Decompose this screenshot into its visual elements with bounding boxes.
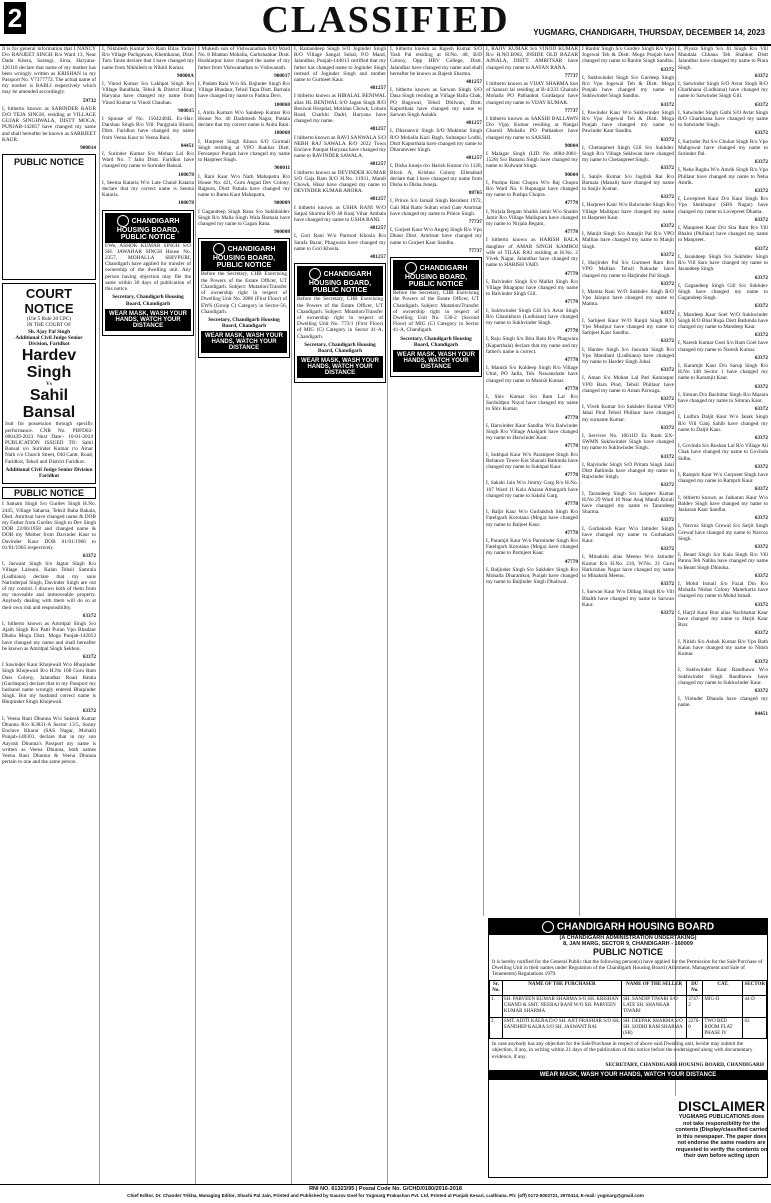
column-3 [195, 46, 292, 1184]
chb-sale-objection-text: In case anybody has any objection for the Sale/Purchase in respect of above said Dwelling unit, he/she may submit the objection, if any, in writing within 21 days of the publication of this notice before the undersigned along with documentary evidence, if any. [492, 1041, 753, 1060]
table-cell: SH. SANDIP TIWARI S/O LATE SH. SHANKAR TIWARI [622, 996, 687, 1018]
notice-code: 63372 [754, 463, 768, 470]
chb-sale-heading: CHANDIGARH HOUSING BOARD [489, 919, 767, 935]
chb-heading: CHANDIGARH HOUSING BOARD, PUBLIC NOTICE [105, 213, 191, 243]
notice: I, Sanjiv Kumar S/o Jagdish Rai R/o Barnala (Manali) have changed my name to Sanjiv Kumar. [582, 173, 674, 193]
notice: I, Raju Singh S/o Bira Ram R/o Phagwara (Kapurthala) declare that my name and my father's name is correct. [486, 336, 578, 355]
notice: I, Rajvinder Singh S/O Pritam Singh Jalal Distt Bathinda have changed my name to Rajwinder Singh. [582, 461, 674, 481]
notice-code: 77737 [468, 219, 482, 226]
notice: I, Simran D/o Bachittar Singh R/o Mazara have changed my name to Simran Kaur. [678, 391, 768, 404]
notice: I, Pawinder Kaur W/o Sukhwinder Singh R/o Vpo Jogewal Teh & Distt. Moga Punjab have changed my name to Pawinder Kaur Sandhu. [582, 109, 674, 135]
notice-code: 88765 [468, 190, 482, 197]
notice: I, Shiv Kumar S/o Ram Lal R/o Sarduldpur Nayal have changed my name to Shiv Kumar. [486, 393, 578, 413]
notice-code: 481257 [466, 79, 482, 86]
chb-signature: Secretary, Chandigarh Housing Board, Chandigarh [400, 335, 472, 348]
notice: I, Vinod Kumar S/o Lakhpat Singh R/o Village Bandhala, Tehsil & District Hisar, Haryana have changed my name from Vinod Kumar to Vinod Chauhan. [102, 81, 194, 106]
notice: I, hitherto known as Rajesh Kumar S/O Yash Pal residing at H.No. 48, B/D Colony, Opp HBV College, Distt. Jalandhar have changed my name and shall hereafter be known as Rajesh Sharma. [390, 46, 482, 77]
chb-text: I/We, ASHOK KUMAR SINGH S/O SH. JAWAHAR SINGH House No. 2357, MOHALLA SHIVPURI, Chandigarh have applied for transfer of ownership of the dwelling unit. Any person having objection may file the same within 30 days of publication of this notice. [105, 242, 191, 293]
notice-code: 63372 [754, 101, 768, 108]
notice-code: 63372 [754, 354, 768, 361]
table-header: NAME OF THE PURCHASER [502, 980, 621, 995]
notice-code: 481257 [370, 126, 386, 133]
notice: I, Chetanpreet Singh Gill S/o Sukhdev Singh R/o Village Sekhwan have changed my name to Chetanpreet Singh. [582, 144, 674, 164]
notice: I, Surinder Pal S/o Chuhar Singh R/o Vpo Mahgowal have changed my name to Surinder Pal. [678, 138, 768, 158]
notice: I Malagar Singh (LID No 4684-2081-1528) S/o Banarsi Singh have changed my name to Kulwant Singh. [486, 151, 578, 170]
notice-code: 63372 [660, 367, 674, 374]
notice: I hitherto known as SAKSHI BALLAWN D/o Vijay Kumar residing at Nangal Gharoli Mohalla PO Pathankot have changed my name to SAKSHI. [486, 116, 578, 141]
notice: I, Gagandeep Singh Gill S/o Sukhdev Singh have changed my name to Gagandeep Singh. [678, 282, 768, 302]
mask-slogan-bar: WEAR MASK, WASH YOUR HANDS, WATCH YOUR DISTANCE [297, 356, 383, 378]
rni-line: RNI NO. 61323/95 | Postal Code No. G/CHD/0180/2016-2018 [309, 1186, 462, 1192]
notice-code: 63372 [660, 424, 674, 431]
chb-text: Before the Secretary, CHB Exercising the Powers of the Estate Officer, UT Chandigarh. Subject: Mutation/Transfer of ownership right in respect of Dwelling Unit No. 2886 (First Floor) of EWS (Group C) Category in Sector-56, Chandigarh. [201, 271, 287, 315]
notice: I Gagandeep Singh Rana S/o Sukhbaldev Singh R/o Malla Singh Wala Barnala have changed my name to Gagan Rana. [198, 208, 290, 228]
notice: I, Surinder Kumar S/o Mohan Lal R/o Ward No. 7 Jaito Distt. Faridkot have changed my name to Surinder Bansal. [102, 151, 194, 170]
chb-logo-icon [542, 921, 554, 933]
notice: I, Manish S/o Kuldeep Singh R/o Village Uttal, PO Jadla, Teh. Nawanshahr have changed my name to Manish Kumar. [486, 365, 578, 384]
table-header: NAME OF THE SELLER [622, 980, 687, 995]
notice: I, hitherto known as Sarwan Singh S/O Dasa Singh residing at Village Balla Chak, PO Bagowal, Tehsil Dhilwan, Distt. Kapurthala have changed my name to Sarwan Singh Aulakh. [390, 87, 482, 119]
notice-code: 63372 [660, 194, 674, 201]
notice-code: 47778 [564, 501, 578, 507]
notice-code: 63372 [754, 515, 768, 522]
notice-code: 63372 [660, 136, 674, 143]
notice-code: 63372 [82, 612, 96, 619]
chb-sale-intro: It is hereby notified for the General Public that the following person(s) have applied for the Permission for the Sale/Purchase of Dwelling Unit in their names under Regulation of the Chandigarh Housing Board (Allotment, Management and Sale of Tenements) Regulations 1979. [492, 959, 763, 978]
notice: I, hitherto known as SARINDER KAUR D/O TEJA SINGH, residing at VILLAGE GUJAR SINGHWALA, DISTT MOGA, PUNJAB-142057 have changed my name and shall hereafter be known as SARBJEET KAUR. [2, 105, 96, 143]
notice: I, Nitish S/o Ashok Kumar R/o Vpo Bath Kalan have changed my name to Nitish Kumar. [678, 638, 768, 658]
notice: I, hitherto known as Jaskaran Kaur W/o Baldev Singh have changed my name to Jaskaran Kaur Sandhu. [678, 494, 768, 513]
notice-code: 63372 [754, 216, 768, 223]
notice: I, hitherto known as Amritpal Singh S/o Ajaib Singh R/o Patti Puran Vpo Bhadaur Dhaba Moga Distt. Moga Punjab-142053 have changed my name and shall hereafter be known as Amritpal Singh Sekhon. [2, 620, 96, 652]
notice-code: 63372 [660, 251, 674, 258]
notice-code: 63372 [754, 572, 768, 579]
notice-code: 63372 [754, 434, 768, 441]
notice-code: 63372 [660, 309, 674, 316]
notice-code: 100078 [178, 171, 194, 178]
notice: I, Beant Singh S/o Kala Singh R/o Vill Panna Teh Nabha have changed my name to Beant Singh Dhindsa. [678, 552, 768, 571]
column-5 [387, 46, 484, 1184]
chb-signature: Secretary, Chandigarh Housing Board, Chandigarh [304, 341, 376, 354]
notice-code: 47778 [564, 299, 578, 306]
column-4 [291, 46, 388, 1184]
notice-code: 63372 [754, 332, 768, 339]
notice: I, Mandeep Kaur Soel W/O Sukhwinder Singh R/O Bhal Rupa Distt Bathinda have changed my name to Mandeep Kaur. [678, 311, 768, 330]
court-vs: Vs [46, 381, 52, 388]
chb-logo-icon [405, 262, 417, 274]
notice: I, Dharamvir Singh S/O Mukhtiar Singh R/O Mohalla Kazi Bagh, Sultanpur Lodhi, Distt Kapurthala have changed my name to Dharamveer Singh. [390, 128, 482, 154]
table-header: CAT. [703, 980, 743, 995]
notice: I, Seema Kataria W/o Late Chand Kataria declare that my correct name is Seema Kataria. [102, 179, 194, 199]
notice: I, Karamjit Kaur D/o Sarup Singh R/o H.No 148 Sector 1 have changed my name to Karamjit Kaur. [678, 362, 768, 382]
notice-code: 63372 [754, 245, 768, 252]
notice-code: 47778 [564, 443, 578, 450]
table-cell: 1. [490, 996, 503, 1018]
notice: I hitherto known as USHA RANI W/O Satpal Sharma R/O 48 Kunj Vihar Ambala have changed my name to USHA RANI. [294, 204, 386, 224]
notice-code: 481257 [370, 85, 386, 92]
notice: I Ranbir Singh S/o Gurdev Singh R/o Vpo Jogewal Teh & Distt. Moga Punjab have changed my name to Ranbir Singh Sandhu. [582, 46, 674, 65]
notice: I, Balvinder Singh S/o Malkit Singh R/o Village Bhagupur have changed my name to Balvinder Singh Gill. [486, 278, 578, 298]
notice-code: 47778 [564, 414, 578, 421]
notice: I, Gori Rani W/o Parmod Khosla R/o Sarafa Bazar, Phagwara have changed my name to Gori Khosla. [294, 233, 386, 252]
notice-code: 63372 [754, 303, 768, 310]
imprint-footer [0, 1184, 771, 1203]
notice: I hitherto known as RAVI SANWALA S/O NEBH RAJ SAWALA R/O 2022 Town Enclave Panipat Haryana have changed my name to RAVINDER SAWALA. [294, 134, 386, 160]
notice: I, Manpreet Kaur D/o Sita Ram R/o Vill Bhalni (Phillaur) have changed my name to Manpreet. [678, 225, 768, 244]
chb-heading: CHANDIGARH HOUSING BOARD, PUBLIC NOTICE [297, 266, 383, 296]
notice: I, Manjit Singh S/o Amarjit Pal R/o VPO Mallian have changed my name to Manjit Singh. [582, 231, 674, 250]
chb-notice-box [198, 238, 290, 358]
notice-code: 47778 [564, 200, 578, 207]
notice-code: 63372 [754, 130, 768, 137]
notice: I, Ramandeep Singh S/O Joginder Singh R/O Village Sangal Sohal, P.O Mand, Jalandhar, Punjab-144013 certified that my father has changed name to Joginder Singh instead of Joginder Singh and mother name to Gurmeet Kaur. [294, 46, 386, 84]
notice: I Spouse of No. 15042404L Ex-Hav. Darshan Singh R/o Vill. Panjgrain Khurd, Distt. Faridkot have changed my name from Veena Kaur to Veena Rani. [102, 116, 194, 141]
notice-code: 63372 [82, 552, 96, 559]
notice-code: 47778 [564, 229, 578, 236]
public-notice-heading: PUBLIC NOTICE [13, 157, 84, 168]
notice-code: 63372 [660, 101, 674, 108]
table-cell: 3747-2 [687, 996, 703, 1018]
chb-sale-notice-title: PUBLIC NOTICE [592, 947, 663, 957]
notice: I, Paramjit Kaur W/o Parminder Singh R/o Fatehgarh Korotana (Moga) have changed my name to Parmjeet Kaur. [486, 538, 578, 557]
notice: I, Pushpa Rani Chopra W/o Raj Chopra R/o Ward No. 6 Rupnagar have changed my name to Pushpa Chopra. [486, 179, 578, 199]
notice: I, Satwinder Singh S/O Avtar Singh R/O Gharkhana (Ludhiana) have changed my name to Satwinder Singh Gill. [678, 81, 768, 100]
notice: I, Naresh Kumar Goel S/o Ram Goel have changed my name to Naresh Kumar. [678, 340, 768, 353]
notice: I, Harjit Kaur Brar alias Nachhattar Kaur have changed my name to Harjit Kaur Brar. [678, 609, 768, 629]
notice-code: 481257 [370, 161, 386, 168]
notice: I, Tarandeep Singh S/o Sanjeev Kumar H.No 29 Ward 10 Near Anaj Mandi Kurali have changed my name to Tarandeep Sharma. [582, 490, 674, 516]
chb-sale-subtitle: (A CHANDIGARH ADMINISTRATION UNDERTAKING) [559, 935, 697, 941]
table-cell: SMT. ADITI KALRA D/O SH. AJIT PRASHAR S/O SH. SANDHEP KALRA S/O SH. JASWANT RAI [502, 1017, 621, 1039]
notice: I, Sarbjeet Kaur W/O Ranjit Singh R/O Vpo Muslpur have changed my name to Sarbjeet Kaur Sandhu. [582, 317, 674, 337]
notice-code: 100078 [178, 200, 194, 207]
dateline: YUGMARG, CHANDIGARH, THURSDAY, DECEMBER 14, 2023 [533, 28, 765, 37]
notice: I, Ludhra Daljit Kaur W/o Janak Singh R/o Vill Ganj Sahib have changed my name to Daljit Kaur. [678, 414, 768, 433]
court-in: IN THE COURT OF [26, 322, 72, 329]
notice: I, Harjinder Pal S/o Gurmeet Ram R/o VPO Mallian Tehsil Nakodar have changed my name to Harjinder Pal Singh. [582, 260, 674, 279]
mask-slogan-bar: WEAR MASK, WASH YOUR HANDS, WATCH YOUR DISTANCE [105, 309, 191, 331]
chb-logo-icon [309, 268, 321, 280]
notice: I, Nikhilesh Kumar S/o Ram Bilas Yadav R/o Village Pachgawan, Khemkaran, Distt. Tarn Taran declare that I have changed my name from Nikhilesh to Nikhil Kumar. [102, 46, 194, 71]
notice-code: 100068 [274, 130, 290, 137]
public-notice-heading-2: PUBLIC NOTICE [2, 487, 96, 499]
notice-code: 90004 [564, 171, 578, 178]
table-cell: TWO BED ROOM FLAT PHASE IV [703, 1017, 743, 1039]
notice: I, Sakshi Jain W/o Jimmy Garg R/o H.No. 107 Ward 11 Kalu Aharan Amargarh have changed my name to Sakshi Garg. [486, 480, 578, 499]
notice-code: 63372 [754, 688, 768, 695]
notice: I, Rani Kaur W/o Nath Mahapatra R/o House No. 421, Guru Angad Dev Colony, Rajpura, Distt Patiala have changed my name to Rama Kant Mahapatra. [198, 173, 290, 199]
notice-code: 63372 [754, 601, 768, 608]
notice-code: 77737 [564, 72, 578, 79]
court-party-1: Hardev Singh [21, 347, 77, 382]
court-text: Suit for possession through specific performance. CNR No. PBFD02-000439-2023 Next Date:- 10-01-2024 PUBLICATION ISSUED TO: Sahil Bansal s/o Surinder Kumar r/o Amar Nath c/o Church Street, Old Cantt. Road, Faridkot, Tehsil and District Faridkot. [5, 421, 93, 465]
notice-code: 900015 [178, 107, 194, 114]
mask-slogan-bar: WEAR MASK, WASH YOUR HANDS, WATCH YOUR DISTANCE [201, 331, 287, 353]
masthead [0, 0, 771, 46]
chb-sale-address: 8, JAN MARG, SECTOR 9, CHANDIGARH - 160009 [563, 941, 693, 947]
notice-code: 63372 [660, 610, 674, 617]
chb-sale-table [489, 980, 767, 1040]
notice-code: 77737 [564, 107, 578, 114]
chb-heading: CHANDIGARH HOUSING BOARD, PUBLIC NOTICE [393, 260, 479, 290]
chb-notice-box [390, 257, 482, 377]
public-notice-box [2, 154, 96, 280]
notice-code: 63372 [660, 280, 674, 287]
notice-code: 900008 [274, 229, 290, 236]
notice: I, Lovepreet Kaur D/o Kaur Singh R/o Vpo Shekhupur (SBS Nagar) have changed my name to Lovepreet Dhama. [678, 196, 768, 215]
notice: It is for general information that I NANCY D/o RANJEET SINGH R/o Ward 13, Near Dada Khera, Sarangi, Sirsa, Haryana-126118 declare that name of my mother has been wrongly written as KRISHAN in my Passport No. V7377772. The actual name of my mother is BABLI respectively which may be amended accordingly. [2, 46, 96, 96]
table-row [490, 1017, 767, 1039]
court-division: Additional Civil Judge Senior Division, Faridkot [15, 334, 83, 348]
chb-notice-box [294, 263, 386, 383]
notice: I, Vivek Kumar S/o Sukhdev Kumar VPO Jahal Pind Tehsil Phillaur have changed my surname Kumar. [582, 404, 674, 423]
notice: I, Padam Rani W/o Sh. Bajinder Singh R/o Village Bhadaur, Tehsil Tapa Distt. Barnala have changed my name to Padma Devi. [198, 81, 290, 100]
chb-sale-signature: SECRETARY, CHANDIGARH HOUSING BOARD, CHANDIGARH [605, 1061, 764, 1068]
notice: I, Jaswant Singh S/o Jagtar Singh R/o Village Lalouni, Kalan Tehsil Samrala (Ludhiana) declare that my sons Narinderpal Singh, Davinder Singh are out of my control. I disown both of them from my moveable and immoveable property. Anybody dealing with them will do so at their own risk and responsibility. [2, 561, 96, 611]
notice: I, RAJIV KUMAR S/o VINOD KUMAR R/o H.NO.B962, INSIDE OLD BAZAR AJNALA, DISTT. AMRITSAR have changed my name to AAYAN RANA. [486, 46, 578, 71]
court-judge: Sh. Ajay Pal Singh [27, 328, 71, 335]
imprint-line: Chief Editor, Dr. Chander Trikha, Managing Editor, Shashi Pal Jain, Printed and Published by Gaurav Goel for Yugmarg Prakashan Pvt. Ltd. Printed at Punjab Kesari, Ludhiana. Ph: (off) 0172-5002721, 2970414, E-mail: yugmarg@gmail.com [127, 1193, 644, 1198]
notice-code: 63372 [660, 581, 674, 588]
notice-code: 63372 [754, 630, 768, 637]
column-2 [99, 46, 196, 1184]
notice: I, Jasandeep Singh S/o Sukhdev Singh R/o Vill Saro have changed my name to Jasandeep Singh. [678, 253, 768, 273]
notice-code: 63372 [754, 544, 768, 551]
notice: I, Disha Juneja d/o Harish Kumar r/o 1128, Block A, Krishna Colony Ellenabad declare that I have changed my name from Disha to Disha Juneja. [390, 163, 482, 189]
notice: I, Minakshi alias Meenu W/o Jatinder Kumar R/o H.No. 210, W.No. 21 Guru Harkrishan Nagar have changed my name to Minakshi Meenu. [582, 554, 674, 580]
table-cell: SH. DEEPAK SHARMA S/O SH. SODHI RAM SHARMA (SR) [622, 1017, 687, 1039]
notice-code: 900011 [274, 165, 290, 172]
notice: I, Baljinder Singh S/o Sukhdev Singh R/o Mohalla Dharamkot, Punjab have changed my name to Baljinder Singh Dhaliwal. [486, 566, 578, 586]
notice: I, Mohd Ismail S/o Fazal Din R/o Mohalla Nishat Colony Malerkotla have changed my name to Mohd Ismail. [678, 581, 768, 600]
notice: I, Gurjeet Kaur W/o Angrej Singh R/o Vpo Dhaur Distt. Amritsar have changed my name to Gurjeet Kaur Sandhu. [390, 227, 482, 246]
notice-code: 63372 [82, 653, 96, 660]
notice-code: 47778 [564, 558, 578, 565]
notice: I, Baljit Kaur W/o Gurbakhsh Singh R/o Fatehgarh Korotana (Moga) have changed my name to Baljeet Kaur. [486, 509, 578, 528]
chb-text: Before the Secretary, CHB Exercising the Powers of the Estate Officer, UT Chandigarh. Subject: Mutation/Transfer of ownership right in respect of Dwelling Unit No. 530-2 (Second Floor) of MIG (C) Category in Sector 41-A, Chandigarh. [393, 290, 479, 334]
notice-code: 63372 [754, 159, 768, 166]
notice-code: 47778 [564, 385, 578, 392]
court-notice-heading: COURT NOTICE [24, 286, 74, 317]
notice-code: 481257 [466, 155, 482, 162]
notice-code: 63372 [660, 165, 674, 172]
notice-code: 63372 [754, 188, 768, 195]
notice-code: 90004 [564, 142, 578, 149]
mask-slogan-bar: WEAR MASK, WASH YOUR HANDS, WATCH YOUR DISTANCE [489, 1070, 767, 1080]
notice: I, Satwinder Singh Gathi S/O Avtar Singh R/O Gharkhana have changed my name to Satwinder Singh. [678, 109, 768, 129]
notice: I, Sukhpal Kaur W/o Paramjeet Singh R/o Reliance Tower Kot Shanali Bathinda have changed my name to Sukhpal Kaur. [486, 451, 578, 470]
notice: I, Servicer No. 16611D Ex Rank EX-SWMN Sukhwinder Singh have changed my name to Sukhwinder Singh. [582, 432, 674, 452]
table-row [490, 996, 767, 1018]
notice: I, Govinda S/o Roshan Lal R/o Village Ali Chak have changed my name to Govinda Sidhu. [678, 443, 768, 462]
notice: I Mukesh son of Vishwanathan R/O Ward No. 8 Bhattan Mohalla, Garhshankar Distt. Hoshiarpur have changed the name of my father from Vishwanathan to Vishwanath. [198, 46, 290, 71]
notice-code: 63372 [754, 72, 768, 79]
notice: I hitherto known as HARISH BALA daughter of AMAR SINGH KAMBOJ wife of TILAK RAJ residing at H.No. 2 Vivek Nagar, Jalandhar have changed my name to HARISH VAID. [486, 237, 578, 269]
column-1 [2, 46, 98, 1184]
notice: I, Nirjala Begam Shaikh Jamir W/o Shaikh Jamir R/o Village Malikpura have changed my name to Nirjala Begam. [486, 208, 578, 228]
notice-code: 47778 [564, 472, 578, 479]
chb-notice-box [102, 210, 194, 336]
notice: I, Virender Dhanda have changed my name. [678, 696, 768, 709]
notice-code: 63372 [660, 453, 674, 460]
page-number: 2 [4, 2, 26, 34]
notice: I, Ramprit Kaur W/o Gurpreet Singh have changed my name to Ramprit Kaur. [678, 471, 768, 485]
notice: I, Navroz Singh Grewal S/o Sarjit Singh Grewal have changed my name to Navroz Singh. [678, 523, 768, 542]
notice-code: 47778 [564, 529, 578, 536]
notice-code: 900014 [80, 145, 96, 152]
column-7 [579, 46, 676, 916]
table-cell: SH. PARVEEN KUMAR SHARMA S/O SH. KRISHAN CHAND & SMT. NEERAJ RANI W/O SH. PARVEEN KUMAR SHARMA [502, 996, 621, 1018]
notice: I, Hardev Singh S/o Jaswant Singh R/o Vpo Mandiani (Ludhiana) have changed my name to Hardev Singh Johal. [582, 346, 674, 365]
notice: I, Sukhwinder Singh Gill S/o Avtar Singh R/o Ghanikhura (Ludhiana) have changed my name to Sukhvinder Singh. [486, 307, 578, 326]
notice: I Satnam Singh S/o Gurdev Singh H.No. 2445, Village Saharsa, Tehsil Baba Bakala, Distt. Amritsar have changed name & DOB my Father from Gurdev Singh to Dev Singh DOB 22/06/1958 and changed name & DOB my Mother from Davinder Kaur to Davinder Kaur DOB 01/01/1966 to 01/01/1965 respectively. [2, 501, 96, 551]
table-header-row [490, 980, 767, 995]
notice-code: 63372 [754, 383, 768, 390]
notice-code: 481257 [370, 254, 386, 261]
notice-code: 59732 [82, 97, 96, 104]
notice-code: 84451 [180, 142, 194, 149]
disclaimer [675, 1098, 768, 1176]
chb-signature: Secretary, Chandigarh Housing Board, Chandigarh [208, 316, 280, 330]
notice-code: 481257 [466, 120, 482, 127]
table-cell: 2276-0 [687, 1017, 703, 1039]
notice-code: 481257 [370, 196, 386, 203]
table-header: Sr. No. [490, 980, 503, 995]
chb-logo-icon [213, 243, 225, 255]
notice-code: 63372 [660, 223, 674, 230]
court-party-2: Sahil Bansal [22, 387, 76, 422]
mask-slogan-bar: WEAR MASK, WASH YOUR HANDS, WATCH YOUR DISTANCE [393, 350, 479, 372]
notice-code: 900017 [274, 72, 290, 79]
notice: I, Harpreet Singh Khosa S/O Gurmail Singh residing at VPO Jhakhar Distt. Ferozepur Punjab have changed my name to Harpreet Singh. [198, 138, 290, 164]
notice: I, Piyara Singh S/o Jit Singh R/o Vill Mandala Chhana Teh Shahkot Distt Jalandhar have changed my name to Piara Singh. [678, 46, 768, 71]
notice-code: 63372 [660, 482, 674, 489]
notice-code: 47778 [564, 270, 578, 277]
chb-logo-icon [117, 215, 129, 227]
notice-code: 900009 [274, 200, 290, 207]
notice-code: 63372 [660, 517, 674, 524]
notice-code: 63372 [754, 406, 768, 413]
notice: I, Harwinder Kaur Sandhu W/o Balwinder Singh R/o Village Akalgarh have changed my name to Harwinder Kaur. [486, 422, 578, 442]
notice-code: 63372 [754, 274, 768, 281]
table-cell: 63 [743, 1017, 767, 1039]
table-cell: 2. [490, 1017, 503, 1039]
notice: I Sawinder Kaur Khojewali W/o Bhupinder Singh Khojewali R/o H.No 168 Guru Ram Dass Colony, Jalandhar Road Batala (Gurdaspur) declare that in my Passport my husband name wrongly entered Bhupinder Singh. But my husband correct name is Bhupinder Singh Khojewali. [2, 662, 96, 706]
notice: I, Sarwan Kaur W/o Dilbag Singh R/o Vill Bhalth have changed my name to Sarwan Kaur. [582, 589, 674, 608]
chb-signature: Secretary, Chandigarh Housing Board, Chandigarh [112, 294, 184, 307]
notice: I, Anita Kumari W/o Sandeep Kumar R/o House No. 46 Dashmesh Nagar, Patiala declare that my correct name is Anita Rani. [198, 109, 290, 129]
notice: I hitherto known as DEVINDER KUMAR S/O Gaja Ram R/O H.No. 11931, Mandi Chowk, Hisar have changed my name to DEVINDER KUMAR ARORA. [294, 169, 386, 195]
notice-code: 77737 [468, 247, 482, 254]
table-header: DU No. [687, 980, 703, 995]
notice-code: 63372 [660, 66, 674, 73]
court-notice-box [2, 283, 96, 484]
page-title: CLASSIFIED [261, 0, 510, 41]
notice-code: 90000A [176, 72, 194, 79]
court-signature: Additional Civil Judge Senior Division Faridkot [5, 466, 93, 480]
disclaimer-heading: DISCLAIMER [677, 1098, 766, 1114]
notice-code: 63372 [660, 395, 674, 402]
table-header: SECTOR [743, 980, 767, 995]
notice-code: 47778 [564, 356, 578, 363]
notice-code: 63372 [82, 707, 96, 714]
notice: I, Mamta Rani W/O Sukhdev Singh R/O Vpo Jalopur have changed my name to Mamta. [582, 288, 674, 308]
notice-code: 63372 [660, 546, 674, 553]
table-cell: MIG-II [703, 996, 743, 1018]
notice: I, Prince S/o Jarnail Singh Resident 1972, Gali Mai Ratto Sultan wind Gate Amritsar have changed my name to Prince Singh. [390, 198, 482, 217]
notice: I, Sukhwinder Singh S/o Gurdeep Singh R/o Vpo Jogewal Teh & Distt. Moga Punjab have changed my name to Sukhwinder Singh Sandhu. [582, 74, 674, 100]
notice: I, Neha Raghu W/o Amrik Singh R/o Vpo Phillaur have changed my name to Neha Amrik. [678, 167, 768, 186]
notice: I, Aman S/o Mohan Lal Pati Kamaspur VPO Bara Pind, Tehsil Phillaur have changed my name to Aman Parwaga. [582, 375, 674, 394]
notice: I, Veena Rani Dhunna W/o Sukesh Kumar Dhunna R/o K3831-A Sector 13/5, Sonny Enclave Kharar (SAS Nagar, Mohali) Punjab-140301, declare that in my son Aayush Dhunna's Passport my name is written as Veena Dhunna, both names Veena Rani Dhunna & Veena Dhunna pertain to one and the same person. [2, 715, 96, 766]
notice: I hitherto known as VIJAY SHARMA Son of Sansari lal residing at B-4/233 Ghanshi Mohalla PO Pathankot Gurdaspur have changed my name to VIJAY KUMAR. [486, 81, 578, 106]
notice: I hitherto known as HIRALAL BENIWAL alias HL BENIWAL S/O Jagan Singh R/O Beniwal Hospital, Motidan Chowk, Lohara Road, Charkhi Dadri, Haryana have changed my name. [294, 93, 386, 125]
notice: I, Sukhwinder Kaur Randhawa W/o Sukhwinder Singh Randhawa have changed my name to Sukhwinder Kaur. [678, 667, 768, 686]
notice-code: 481257 [370, 225, 386, 232]
disclaimer-text: YUGMARG PUBLICATIONS does not take responsibility for the contents (Display/classified carried in this newspaper. The paper does not endorse the same readers are requested to verify the contents on their own before acting upon [675, 1114, 768, 1159]
chb-text: Before the Secretary, CHB Exercising the Powers of the Estate Officer, UT Chandigarh. Subject: Mutation/Transfer of ownership right in respect of Dwelling Unit No. 773/1 (First Floor) of MIG (C) Category in Sector 41-A, Chandigarh. [297, 296, 383, 340]
notice-code: 100068 [274, 101, 290, 108]
table-cell: 44-D [743, 996, 767, 1018]
chb-heading: CHANDIGARH HOUSING BOARD, PUBLIC NOTICE [201, 241, 287, 271]
notice-code: 63372 [754, 659, 768, 666]
notice: I, Gurbakash Kaur W/o Jatinder Singh have changed my name to Gurbakash Kaur. [582, 525, 674, 545]
notice-code: 47778 [564, 328, 578, 335]
notice: I, Harpreet Kaur W/o Balwinder Singh R/o Village Malikpur have changed my name to Harpreet Kaur. [582, 202, 674, 221]
notice-code: 63372 [660, 338, 674, 345]
notice-code: 84451 [754, 710, 768, 717]
notice-code: 63372 [754, 486, 768, 493]
column-6 [483, 46, 580, 916]
court-rule: (Ule 5 Rule 20 CPC) [26, 316, 72, 323]
